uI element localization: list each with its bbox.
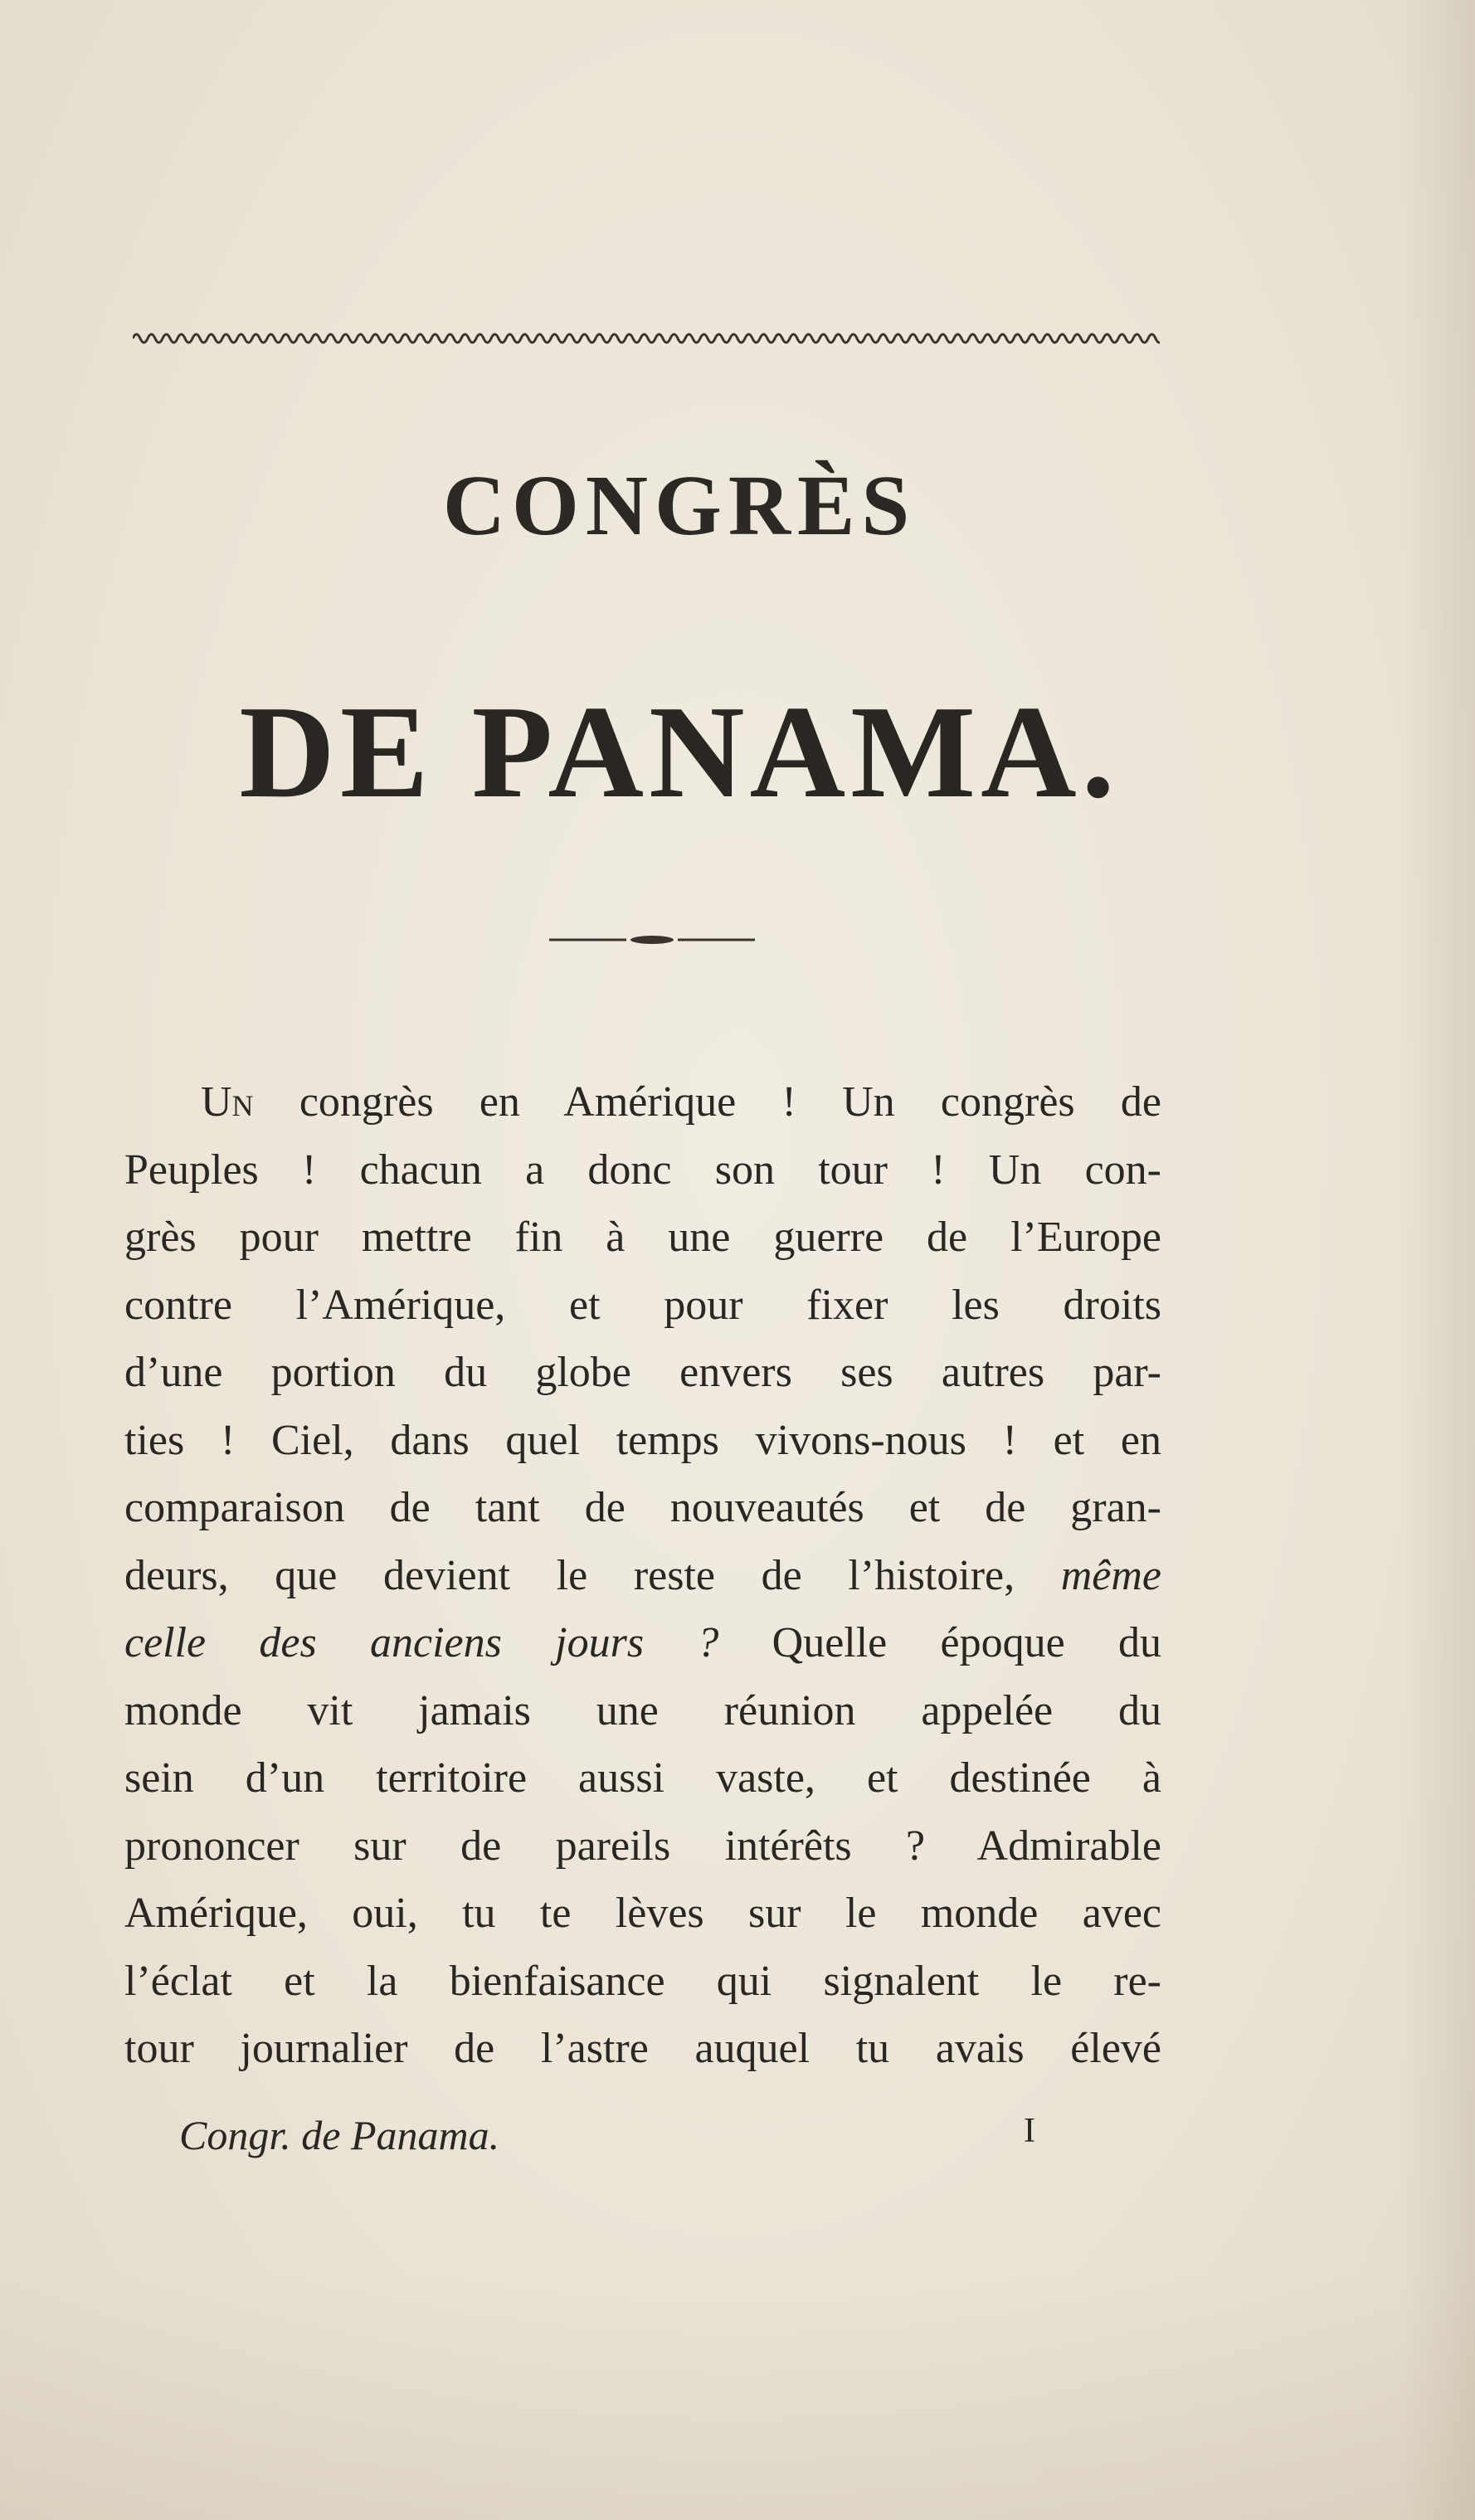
text-line: Un congrès en Amérique ! Un congrès de (201, 1078, 1161, 1126)
drop-word: Un (201, 1078, 254, 1126)
text-line: grès pour mettre fin à une guerre de l’Europe (124, 1214, 1161, 1261)
title-line-1: CONGRÈS (442, 458, 917, 553)
text-line: monde vit jamais une réunion appelée du (124, 1686, 1161, 1734)
title-line-2: DE PANAMA. (239, 678, 1120, 825)
text-line: Amérique, oui, tu te lèves sur le monde avec (124, 1890, 1161, 1937)
page-bottom-shadow (0, 2271, 1475, 2520)
text-line: prononcer sur de pareils intérêts ? Admirable (124, 1822, 1161, 1870)
text-line: l’éclat et la bienfaisance qui signalent le re- (124, 1957, 1161, 2005)
body-paragraph (124, 1068, 1161, 2083)
text-line (124, 1609, 1161, 1677)
text-line: contre l’Amérique, et pour fixer les droits (124, 1281, 1161, 1329)
text-line: ties ! Ciel, dans quel temps vivons-nous ! et en (124, 1416, 1161, 1464)
text-line: Peuples ! chacun a donc son tour ! Un con- (124, 1146, 1161, 1194)
small-ornamental-rule (548, 927, 757, 952)
text-line: tour journalier de l’astre auquel tu avais élevé (124, 2025, 1161, 2072)
italic-phrase: même (1060, 1551, 1161, 1599)
text-line: d’une portion du globe envers ses autres par- (124, 1349, 1161, 1396)
text-line (124, 1542, 1161, 1610)
italic-phrase: celle des anciens jours ? (124, 1619, 719, 1666)
wavy-ornamental-rule (133, 322, 1160, 355)
text-segment: Quelle époque du (772, 1619, 1161, 1666)
text-line: comparaison de tant de nouveautés et de gran- (124, 1484, 1161, 1531)
sheet-number: I (1024, 2112, 1035, 2150)
page-edge-shadow (1400, 0, 1475, 2520)
text-line: sein d’un territoire aussi vaste, et destinée à (124, 1754, 1161, 1802)
signature-mark: Congr. de Panama. (179, 2112, 500, 2158)
text-segment: deurs, que devient le reste de l’histoire, (124, 1551, 1015, 1599)
